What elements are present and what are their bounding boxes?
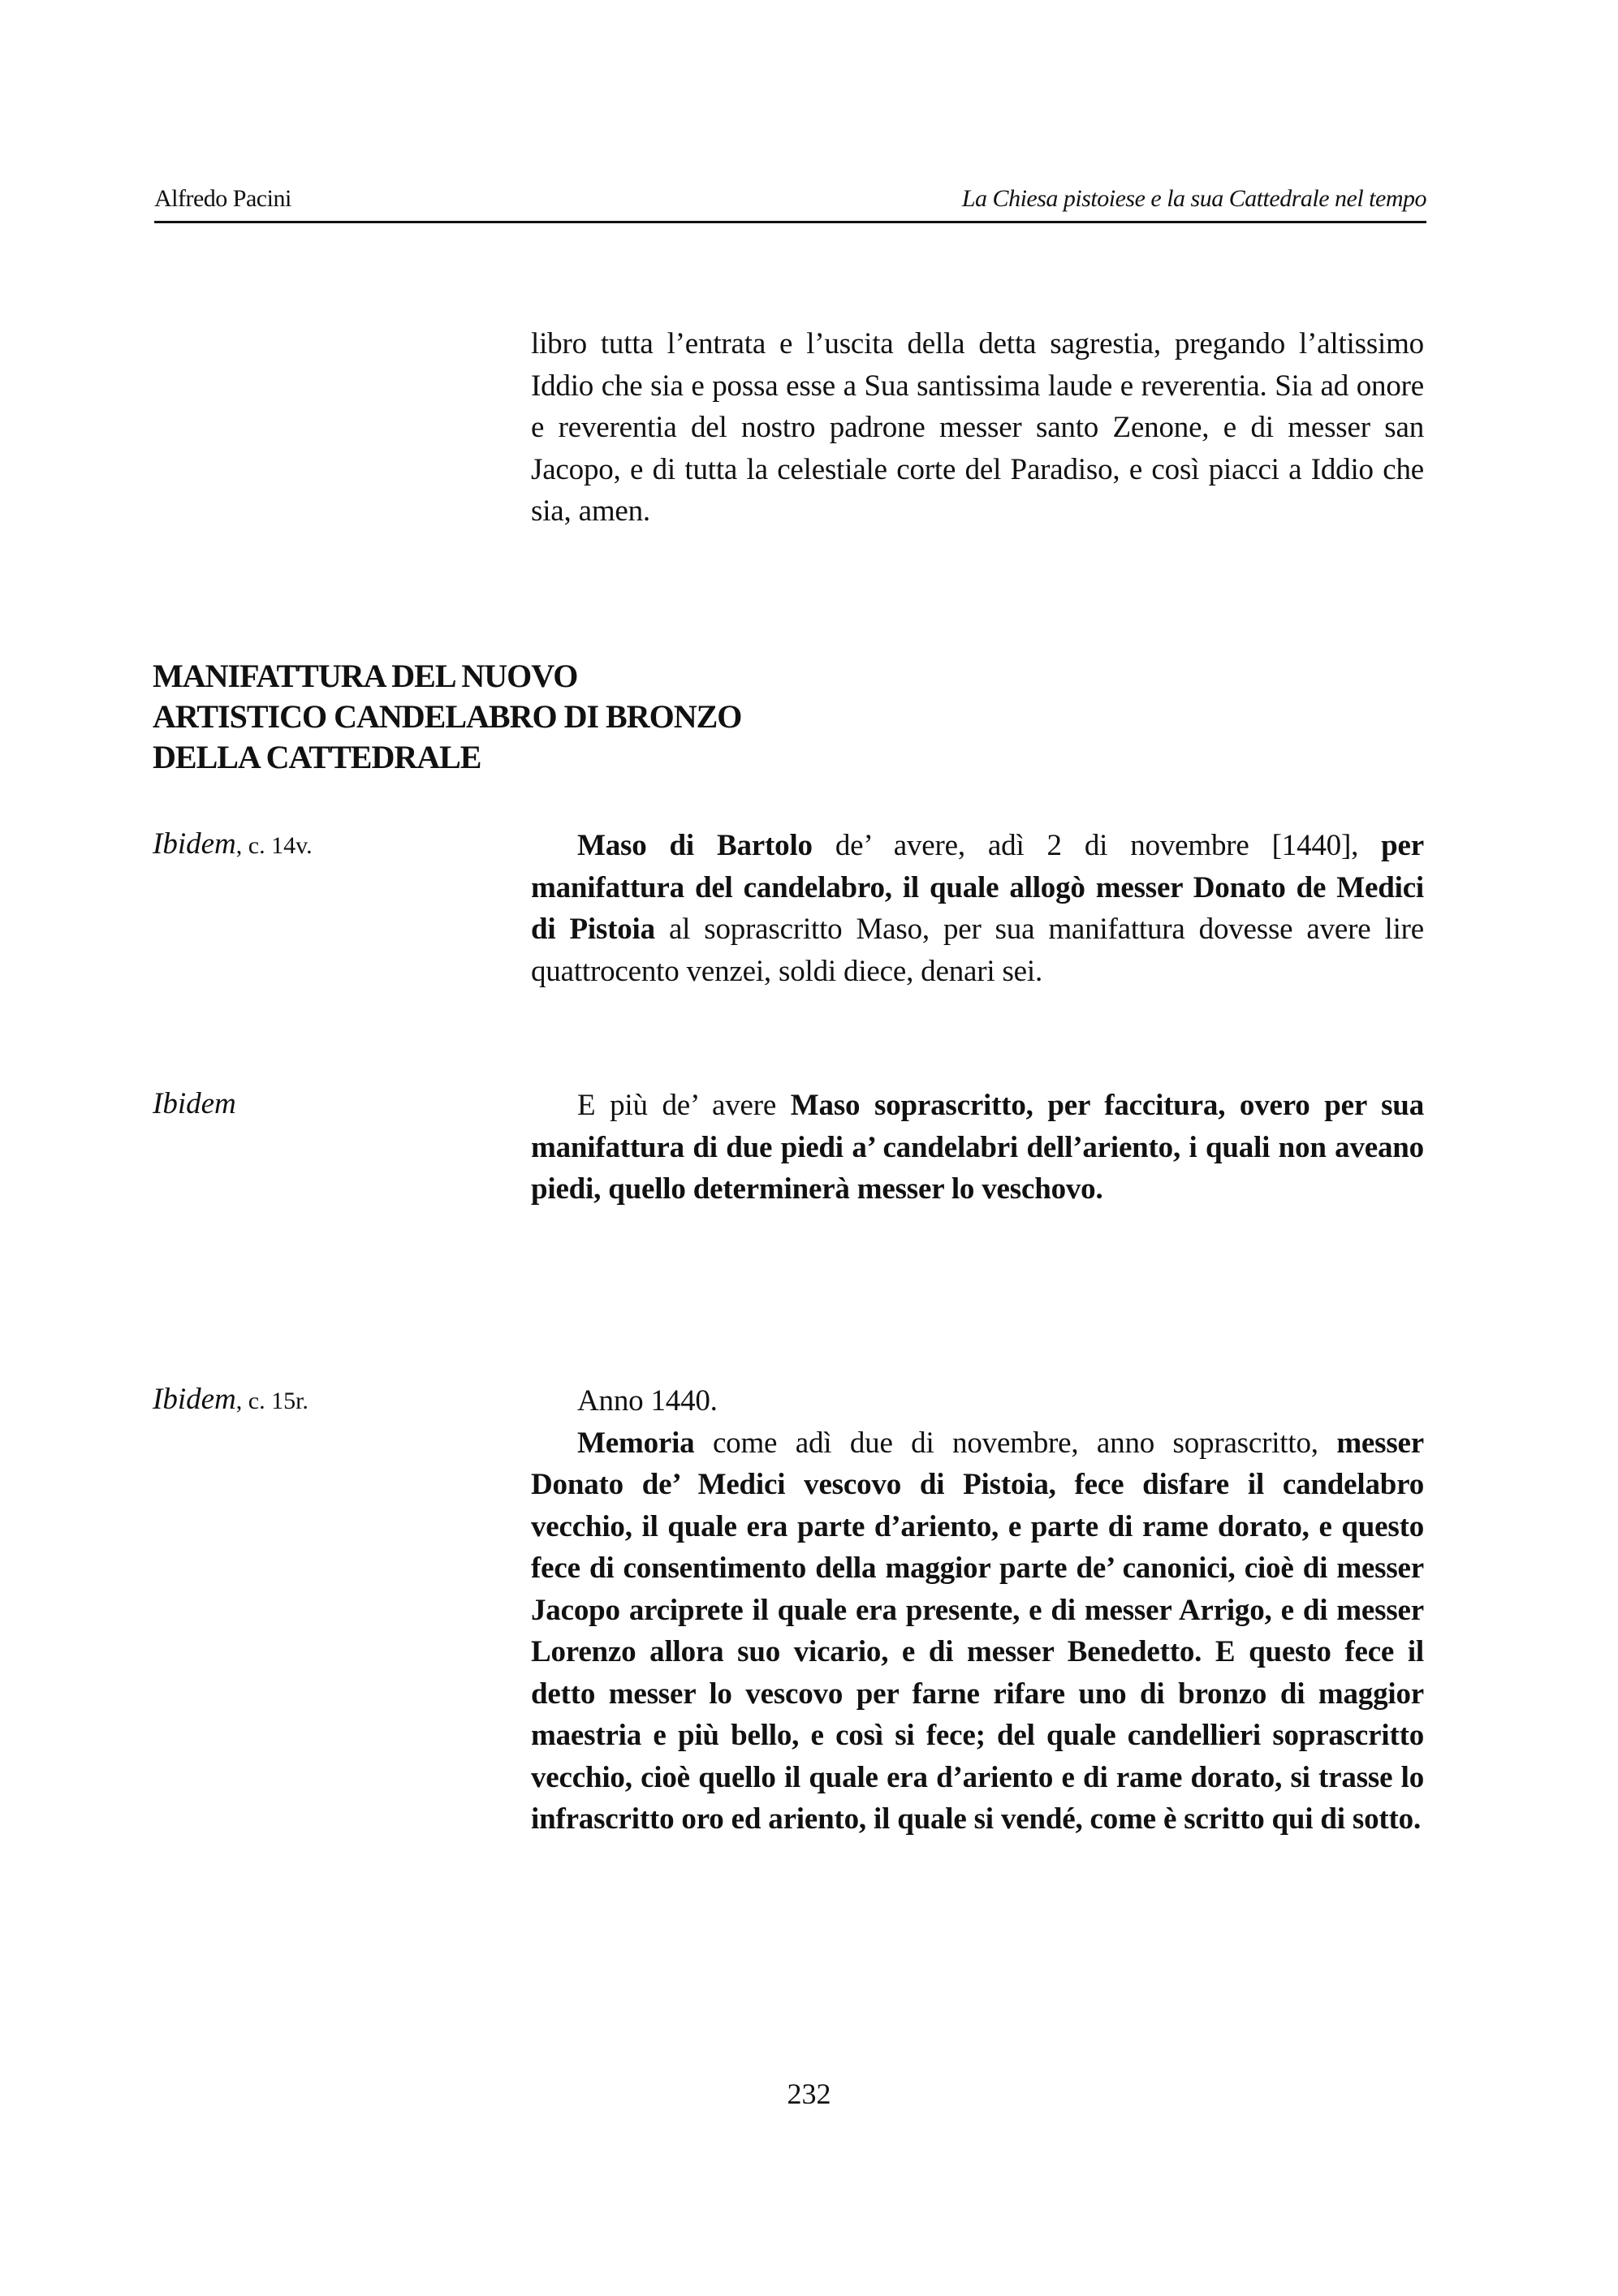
continued-paragraph: libro tutta l’entrata e l’uscita della detta sagrestia, pregando l’altissimo Iddio che sia e possa esse a Sua santissima laude e reverentia. Sia ad onore e reverentia del nostro padrone messer santo Zenone, e di messer san Jacopo, e di tutta la celestiale corte del Paradiso, e così piacci a Iddio che sia, amen.	[531, 327, 1424, 528]
entry-year-heading: Anno 1440.	[577, 1384, 718, 1418]
entry-paragraph	[531, 825, 1424, 992]
entry-segment: Memoria	[577, 1426, 695, 1460]
source-reference-ibidem: Ibidem	[153, 1383, 236, 1416]
source-reference	[153, 1382, 308, 1417]
entry-segment: E più de’ avere	[577, 1089, 791, 1122]
source-reference-folio: , c. 14v.	[235, 832, 313, 859]
source-reference	[153, 1086, 236, 1121]
entry-segment: al soprascritto Maso, per sua manifattura dovesse avere lire quattrocento venzei, soldi diece, denari sei.	[531, 913, 1424, 988]
entry-segment: come adì due di novembre, anno soprascritto,	[694, 1426, 1337, 1460]
running-head	[154, 185, 1426, 218]
section-heading-line: ARTISTICO CANDELABRO DI BRONZO	[153, 698, 742, 735]
section-heading	[153, 656, 883, 778]
entry-segment: de’ avere, adì 2 di novembre [1440],	[812, 829, 1382, 862]
entry-segment: messer Donato de’ Medici vescovo di Pistoia, fece disfare il candelabro vecchio, il quale era parte d’ariento, e parte di rame dorato, e questo fece di consentimento della maggior parte de’ canonici, cioè di messer Jacopo arciprete il quale era presente, e di messer Arrigo, e di messer Lorenzo allora suo vicario, e di messer Benedetto. E questo fece il detto messer lo vescovo per farne rifare uno di bronzo di maggior maestria e più bello, e così si fece; del quale candellieri soprascritto vecchio, cioè quello il quale era d’ariento e di rame dorato, si trasse lo infrascritto oro ed ariento, il quale si vendé, come è scritto qui di sotto.	[531, 1426, 1424, 1836]
section-heading-line: MANIFATTURA DEL NUOVO	[153, 658, 578, 694]
entry-block	[531, 1380, 1424, 1841]
source-reference-ibidem: Ibidem	[153, 827, 236, 861]
section-heading-line: DELLA CATTEDRALE	[153, 739, 481, 775]
entry-segment: Maso soprascritto, per faccitura, overo per sua manifattura di due piedi a’ candelabri dell’ariento, i quali non aveano piedi, quello determinerà messer lo veschovo.	[531, 1089, 1424, 1206]
running-head-title: La Chiesa pistoiese e la sua Cattedrale nel tempo	[961, 185, 1426, 212]
source-reference-ibidem: Ibidem	[153, 1087, 236, 1120]
header-rule	[154, 221, 1426, 223]
source-reference-folio: , c. 15r.	[235, 1388, 308, 1414]
source-reference	[153, 826, 313, 861]
entry-paragraph	[531, 1085, 1424, 1211]
entry-segment: Maso di Bartolo	[577, 829, 813, 862]
page-number: 232	[787, 2078, 831, 2110]
entry-segment: per manifattura del candelabro, il quale allogò messer Donato de Medici di Pistoia	[531, 829, 1424, 946]
running-head-author: Alfredo Pacini	[154, 185, 291, 212]
entry-paragraph	[531, 1422, 1424, 1841]
